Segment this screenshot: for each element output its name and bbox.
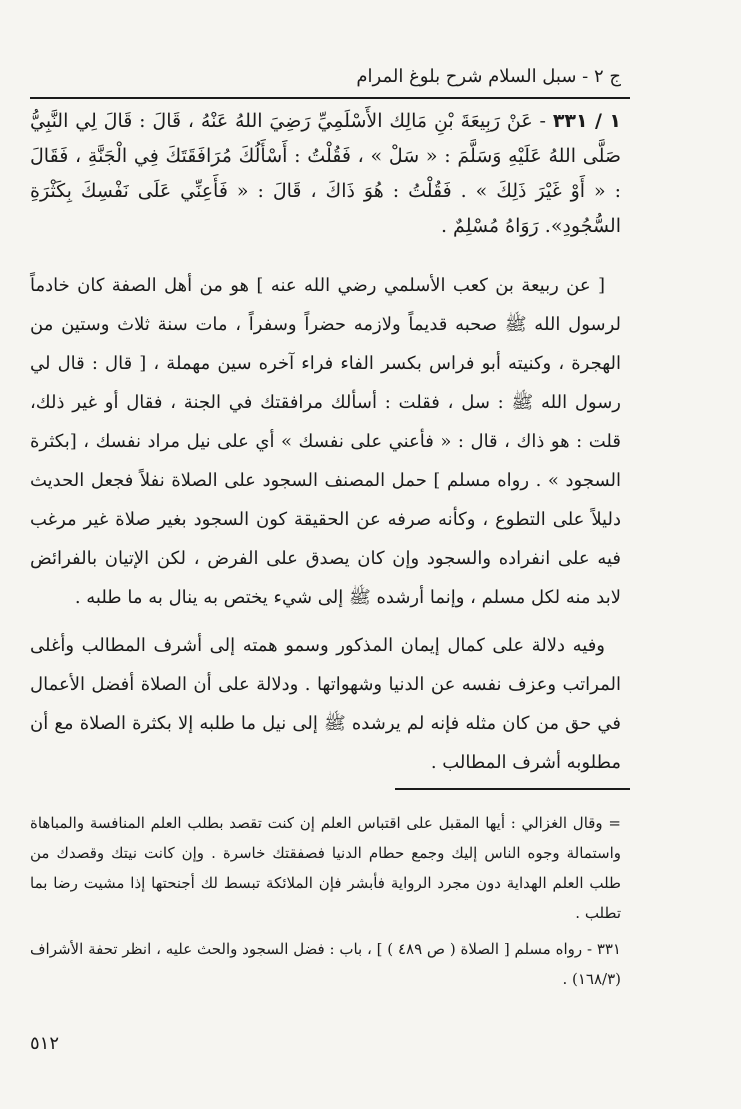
hadith-number: ١ / ٣٣١ [552, 110, 621, 132]
header-divider [30, 97, 630, 99]
hadith-body: - عَنْ رَبِيعَةَ بْنِ مَالِك الأَسْلَمِيِّ رَضِيَ اللهُ عَنْهُ ، قَالَ : قَالَ لِي النَّبِيُّ صَلَّى اللهُ عَلَيْهِ وَسَلَّمَ : « سَلْ » ، فَقُلْتُ : أَسْأَلُكَ مُرَافَقَتَكَ فِي الْجَنَّةِ ، فَقَالَ : « أَوْ غَيْرَ ذَلِكَ » . فَقُلْتُ : هُوَ ذَاكَ ، قَالَ : « فَأَعِنِّي عَلَى نَفْسِكَ بِكَثْرَةِ السُّجُودِ». رَوَاهُ مُسْلِمٌ . [30, 110, 621, 237]
footnote-1: = وقال الغزالي : أيها المقبل على اقتباس العلم إن كنت تقصد بطلب العلم المنافسة والمباهاة واستمالة وجوه الناس إليك وجمع حطام الدنيا فصفقتك خاسرة . وإن كانت نيتك وقصدك من طلب العلم الهداية دون مجرد الرواية فأبشر فإن الملائكة تبسط لك أجنحتها إذا مشيت رضا بما تطلب . [30, 814, 621, 922]
commentary-paragraph-2: وفيه دلالة على كمال إيمان المذكور وسمو همته إلى أشرف المطالب وأغلى المراتب وعزف نفسه عن الدنيا وشهواتها . ودلالة على أن الصلاة أفضل الأعمال في حق من كان مثله فإنه لم يرشده ﷺ إلى نيل ما طلبه إلا بكثرة الصلاة مع أن مطلوبه أشرف المطالب . [30, 635, 621, 773]
running-header: ج ٢ - سبل السلام شرح بلوغ المرام [356, 66, 621, 87]
commentary [30, 266, 621, 782]
commentary-paragraph-1: [ عن ربيعة بن كعب الأسلمي رضي الله عنه ] هو من أهل الصفة كان خادماً لرسول الله ﷺ صحبه قديماً ولازمه حضراً وسفراً ، مات سنة ثلاث وستين من الهجرة ، وكنيته أبو فراس بكسر الفاء فراء آخره سين مهملة ، [ قال : قال لي رسول الله ﷺ : سل ، فقلت : أسألك مرافقتك في الجنة ، فقال أو غير ذلك، قلت : هو ذاك ، قال : « فأعني على نفسك » أي على نيل مراد نفسك ، [بكثرة السجود » . رواه مسلم ] حمل المصنف السجود على الصلاة نفلاً فجعل الحديث دليلاً على التطوع ، وكأنه صرفه عن الحقيقة كون السجود بغير صلاة غير مرغب فيه على انفراده والسجود وإن كان يصدق على الفرض ، لكن الإتيان بالفرائض لابد منه لكل مسلم ، وإنما أرشده ﷺ إلى شيء يختص به ينال به ما طلبه . [30, 275, 621, 608]
page-number: ٥١٢ [30, 1033, 60, 1054]
hadith-text [30, 104, 621, 244]
footnote-2: ٣٣١ - رواه مسلم [ الصلاة ( ص ٤٨٩ ) ] ، باب : فضل السجود والحث عليه ، انظر تحفة الأشراف (١٦٨/٣) . [30, 940, 621, 988]
footnotes [30, 808, 621, 994]
footnote-divider [395, 788, 630, 790]
